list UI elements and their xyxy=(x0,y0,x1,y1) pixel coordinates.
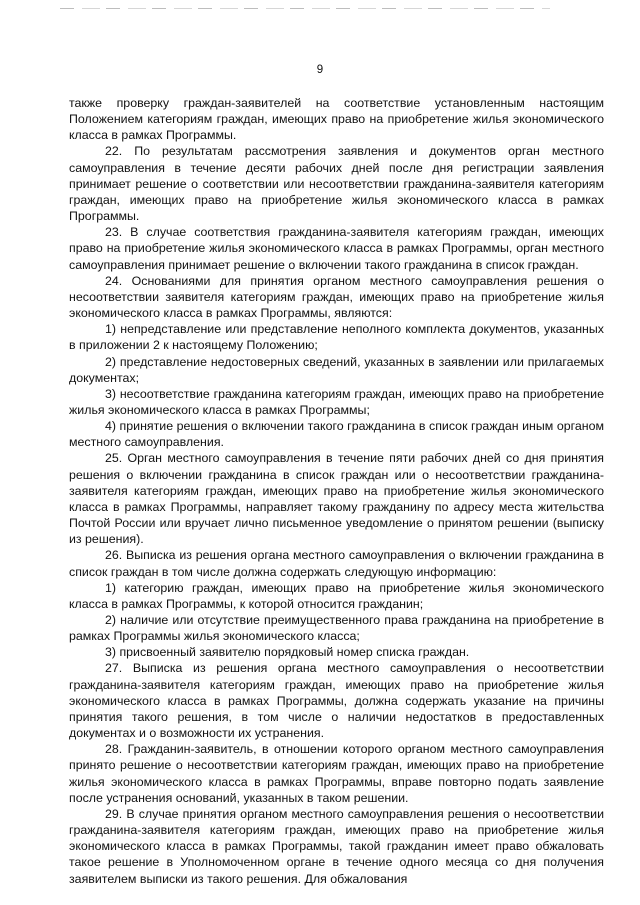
paragraph-24-item-4: 4) принятие решения о включении такого гражданина в список граждан иным органом местного самоуправления. xyxy=(69,419,604,450)
paragraph-26-item-2: 2) наличие или отсутствие преимущественного права гражданина на приобретение в рамках Программы жилья экономического класса; xyxy=(69,613,604,644)
paragraph-24-item-3: 3) несоответствие гражданина категориям граждан, имеющих право на приобретение жилья экономического класса в рамках Программы; xyxy=(69,386,604,417)
paragraph-24-item-1: 1) непредставление или представление неполного комплекта документов, указанных в приложении 2 к настоящему Положению; xyxy=(69,322,604,353)
paragraph-26: 26. Выписка из решения органа местного самоуправления о включении гражданина в список граждан в том числе должна содержать следующую информацию: xyxy=(69,548,604,579)
paragraph-25: 25. Орган местного самоуправления в течение пяти рабочих дней со дня принятия решения о включении гражданина в список граждан или о несоответствии гражданина-заявителя категориям граждан, имеющих право на приобретение жилья экономического класса в рамках Программы, направляет такому гражданину по адресу места жительства Почтой России или вручает лично письменное уведомление о принятом решении (выписку из решения). xyxy=(69,451,604,547)
paragraph-27: 27. Выписка из решения органа местного самоуправления о несоответствии гражданина-заявителя категориям граждан, имеющих право на приобретение жилья экономического класса в рамках Программы, должна содержать указание на причины принятия такого решения, в том числе о наличии недостатков в предоставленных документах и о возможности их устранения. xyxy=(69,661,604,741)
scan-artifact-line xyxy=(60,8,550,9)
paragraph-continuation: также проверку граждан-заявителей на соответствие установленным настоящим Положением категориям граждан, имеющих право на приобретение жилья экономического класса в рамках Программы. xyxy=(69,96,604,143)
paragraph-22: 22. По результатам рассмотрения заявления и документов орган местного самоуправления в течение десяти рабочих дней после дня регистрации заявления принимает решение о соответствии или несоответствии гражданина-заявителя категориям граждан, имеющих право на приобретение жилья экономического класса в рамках Программы. xyxy=(69,144,604,224)
paragraph-26-item-3: 3) присвоенный заявителю порядковый номер списка граждан. xyxy=(105,645,470,660)
paragraph-29: 29. В случае принятия органом местного самоуправления решения о несоответствии гражданина-заявителя категориям граждан, имеющих право на приобретение жилья экономического класса в рамках Программы, такой гражданин имеет право обжаловать такое решение в Уполномоченном органе в течение одного месяца со дня получения заявителем выписки из такого решения. Для обжалования xyxy=(69,806,604,886)
paragraph-26-item-1: 1) категорию граждан, имеющих право на приобретение жилья экономического класса в рамках Программы, к которой относится гражданин; xyxy=(69,580,604,611)
paragraph-24-item-2: 2) представление недостоверных сведений, указанных в заявлении или прилагаемых документах; xyxy=(69,354,604,385)
paragraph-28: 28. Гражданин-заявитель, в отношении которого органом местного самоуправления принято решение о несоответствии категориям граждан, имеющих право на приобретение жилья экономического класса в рамках Программы, вправе повторно подать заявление после устранения оснований, указанных в таком решении. xyxy=(69,742,604,805)
paragraph-23: 23. В случае соответствия гражданина-заявителя категориям граждан, имеющих право на приобретение жилья экономического класса в рамках Программы, орган местного самоуправления принимает решение о включении такого гражданина в список граждан. xyxy=(69,225,604,272)
paragraph-24: 24. Основаниями для принятия органом местного самоуправления решения о несоответствии заявителя категориям граждан, имеющих право на приобретение жилья экономического класса в рамках Программы, являются: xyxy=(69,273,604,321)
page-number: 9 xyxy=(316,64,324,76)
document-body xyxy=(69,95,604,887)
